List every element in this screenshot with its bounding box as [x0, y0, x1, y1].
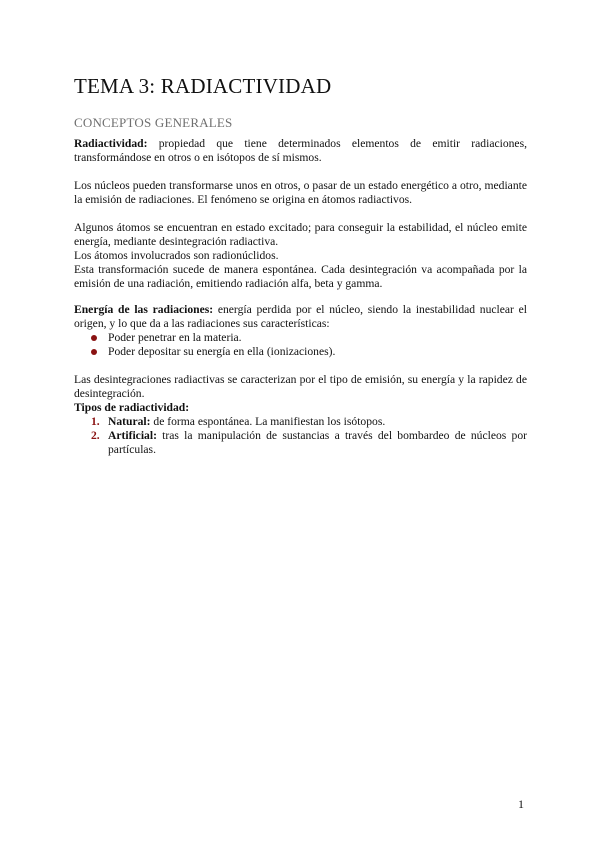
term-radiactividad: Radiactividad:	[74, 137, 148, 150]
list-item	[74, 429, 527, 457]
bullet-text: Poder penetrar en la materia.	[108, 331, 242, 344]
term-tipos: Tipos de radiactividad:	[74, 401, 190, 414]
definition-energia: energía perdida por el núcleo, siendo la inestabilidad nuclear el origen, y lo que da a las radiaciones sus características:	[74, 303, 527, 330]
document-title: TEMA 3: RADIACTIVIDAD	[74, 74, 332, 98]
bullet-text: Poder depositar su energía en ella (ionizaciones).	[108, 345, 336, 358]
paragraph-energia	[74, 303, 527, 331]
energia-bullet-list	[74, 331, 335, 359]
list-number: 2.	[91, 429, 100, 442]
term-energia: Energía de las radiaciones:	[74, 303, 214, 316]
term-natural: Natural:	[108, 415, 151, 428]
tipos-numbered-list	[74, 415, 527, 457]
paragraph-nucleos: Los núcleos pueden transformarse unos en otros, o pasar de un estado energético a otro, mediante la emisión de radiaciones. El fenómeno se origina en átomos radiactivos.	[74, 179, 527, 206]
list-item	[74, 345, 335, 359]
term-artificial: Artificial:	[108, 429, 157, 442]
paragraph-atomos-line2: Los átomos involucrados son radionúclidos.	[74, 249, 279, 262]
page-number: 1	[518, 797, 524, 811]
section-heading: CONCEPTOS GENERALES	[74, 115, 233, 130]
definition-natural: de forma espontánea. La manifiestan los isótopos.	[150, 415, 386, 428]
list-item	[74, 331, 335, 345]
list-number: 1.	[91, 415, 100, 428]
bullet-icon	[91, 349, 97, 355]
definition-artificial: tras la manipulación de sustancias a través del bombardeo de núcleos por partículas.	[108, 429, 527, 456]
paragraph-atomos-line3: Esta transformación sucede de manera espontánea. Cada desintegración va acompañada por la emisión de una radiación, emitiendo radiación alfa, beta y gamma.	[74, 263, 527, 290]
definition-radiactividad: propiedad que tiene determinados elementos de emitir radiaciones, transformándose en otros o en isótopos de sí mismos.	[74, 137, 527, 164]
bullet-icon	[91, 335, 97, 341]
paragraph-atomos-line1: Algunos átomos se encuentran en estado excitado; para conseguir la estabilidad, el núcleo emite energía, mediante desintegración radiactiva.	[74, 221, 527, 248]
paragraph-radiactividad	[74, 137, 527, 165]
paragraph-tipos-heading	[74, 401, 527, 415]
list-item	[74, 415, 527, 429]
paragraph-desintegraciones: Las desintegraciones radiactivas se caracterizan por el tipo de emisión, su energía y la rapidez de desintegración.	[74, 373, 527, 400]
paragraph-atomos	[74, 221, 527, 291]
